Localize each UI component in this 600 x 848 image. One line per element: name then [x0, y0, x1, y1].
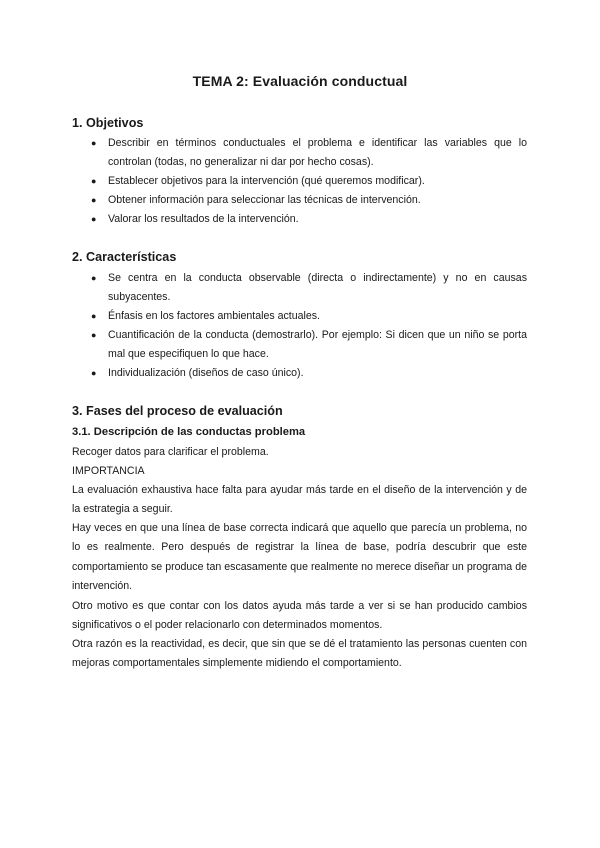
subsection-heading: 3.1. Descripción de las conductas problema	[72, 426, 306, 438]
page-title: TEMA 2: Evaluación conductual	[192, 73, 408, 89]
list-item-text: Describir en términos conductuales el problema e identificar las variables que lo controlan (todas, no generalizar ni dar por hecho cosas).	[108, 137, 527, 168]
list-item	[0, 191, 527, 210]
paragraph: Recoger datos para clarificar el problema.	[72, 446, 269, 458]
paragraph: Otra razón es la reactividad, es decir, que sin que se dé el tratamiento las personas cuenten con mejoras comportamentales simplemente midiendo el comportamiento.	[72, 638, 527, 670]
bullet-icon: ●	[91, 368, 97, 378]
paragraph: Otro motivo es que contar con los datos ayuda más tarde a ver si se han producido cambios significativos o el poder relacionarlo con determinados momentos.	[72, 600, 527, 632]
list-item	[0, 134, 527, 172]
bullet-icon: ●	[91, 214, 97, 224]
bullet-icon: ●	[91, 195, 97, 205]
bullet-icon: ●	[91, 311, 97, 321]
list-item-text: Individualización (diseños de caso único).	[108, 367, 304, 379]
list-item-text: Obtener información para seleccionar las técnicas de intervención.	[108, 194, 421, 206]
bullet-icon: ●	[91, 273, 97, 283]
list-item-text: Cuantificación de la conducta (demostrarlo). Por ejemplo: Si dicen que un niño se porta mal que especifiquen lo que hace.	[108, 329, 527, 360]
bullet-icon: ●	[91, 138, 97, 148]
bullet-icon: ●	[91, 176, 97, 186]
list-item	[0, 210, 527, 229]
list-item	[0, 269, 527, 307]
section-heading-fases: 3. Fases del proceso de evaluación	[72, 404, 283, 418]
paragraph: Hay veces en que una línea de base correcta indicará que aquello que parecía un problema, no lo es realmente. Pero después de registrar la línea de base, podría descubrir que este comportamiento se produce tan escasamente que realmente no merece diseñar un programa de intervención.	[72, 522, 527, 593]
list-item	[0, 364, 527, 383]
objetivos-list	[0, 134, 600, 229]
list-item-text: Valorar los resultados de la intervención.	[108, 213, 299, 225]
bullet-icon: ●	[91, 330, 97, 340]
list-item-text: Establecer objetivos para la intervención (qué queremos modificar).	[108, 175, 425, 187]
list-item-text: Se centra en la conducta observable (directa o indirectamente) y no en causas subyacentes.	[108, 272, 527, 303]
section-heading-caracteristicas: 2. Características	[72, 250, 177, 264]
list-item	[0, 307, 527, 326]
section-heading-objetivos: 1. Objetivos	[72, 116, 144, 130]
caracteristicas-list	[0, 269, 600, 383]
paragraph-label: IMPORTANCIA	[72, 465, 145, 477]
list-item-text: Énfasis en los factores ambientales actuales.	[108, 310, 320, 322]
paragraph: La evaluación exhaustiva hace falta para ayudar más tarde en el diseño de la intervención y de la estrategia a seguir.	[72, 484, 527, 516]
list-item	[0, 172, 527, 191]
list-item	[0, 326, 527, 364]
